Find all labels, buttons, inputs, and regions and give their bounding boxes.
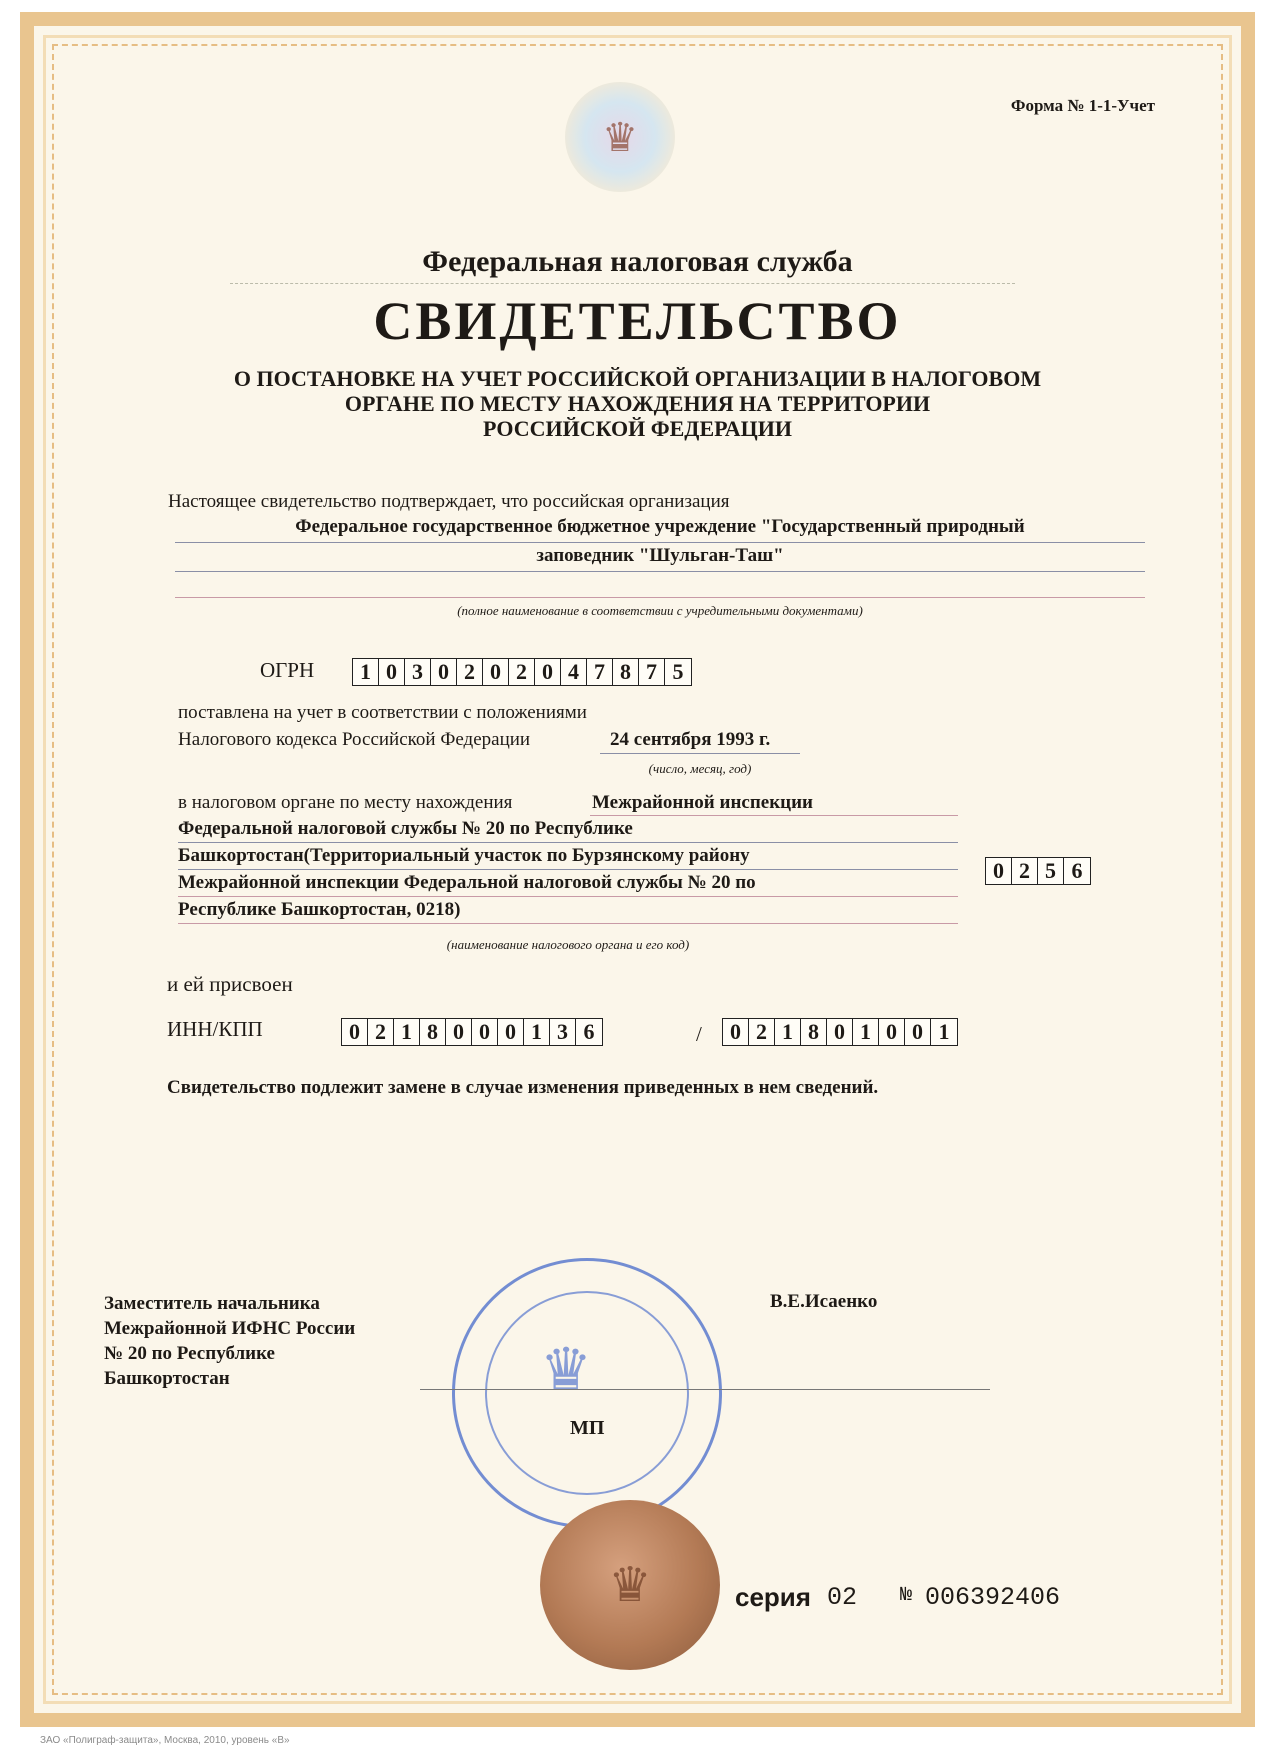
russian-eagle-icon: ♛ xyxy=(608,1559,652,1612)
code-digit: 0 xyxy=(986,858,1012,884)
ogrn-digit: 2 xyxy=(509,659,535,685)
ogrn-cells xyxy=(352,658,692,686)
ogrn-digit: 3 xyxy=(405,659,431,685)
kpp-digit: 8 xyxy=(801,1019,827,1045)
inn-digit: 0 xyxy=(342,1019,368,1045)
inn-digit: 8 xyxy=(420,1019,446,1045)
signature-line xyxy=(420,1389,990,1390)
signer-name: В.Е.Исаенко xyxy=(770,1291,878,1312)
code-digit: 6 xyxy=(1071,858,1083,883)
org-name-line: Федеральное государственное бюджетное учреждение "Государственный природный xyxy=(295,516,1025,537)
code-digit: 2 xyxy=(1012,858,1038,884)
tax-authority-rule xyxy=(590,815,958,816)
series-label: серия xyxy=(735,1582,811,1612)
subtitle-line: О ПОСТАНОВКЕ НА УЧЕТ РОССИЙСКОЙ ОРГАНИЗАЦИИ В НАЛОГОВОМ xyxy=(233,366,1042,391)
inn-digit: 0 xyxy=(446,1019,472,1045)
agency-divider xyxy=(230,283,1015,284)
kpp-cells xyxy=(722,1018,958,1046)
kpp-digit: 1 xyxy=(853,1019,879,1045)
agency-name: Федеральная налоговая служба xyxy=(422,245,853,278)
number-sign: № xyxy=(900,1584,913,1607)
intro-text: Настоящее свидетельство подтверждает, что российская организация xyxy=(168,491,730,512)
inn-digit: 3 xyxy=(550,1019,576,1045)
kpp-digit: 1 xyxy=(775,1019,801,1045)
ogrn-digit: 1 xyxy=(353,659,379,685)
ogrn-digit: 0 xyxy=(379,659,405,685)
ogrn-digit: 0 xyxy=(483,659,509,685)
ogrn-digit: 5 xyxy=(672,659,684,684)
tax-authority-lead: в налоговом органе по месту нахождения xyxy=(178,792,513,813)
ogrn-digit: 0 xyxy=(535,659,561,685)
tax-authority-rule xyxy=(178,896,958,897)
org-name-rule xyxy=(175,597,1145,598)
inn-digit: 6 xyxy=(583,1019,595,1044)
org-name-rule xyxy=(175,571,1145,572)
certificate-title: СВИДЕТЕЛЬСТВО xyxy=(373,291,902,351)
kpp-digit: 0 xyxy=(827,1019,853,1045)
ogrn-digit: 0 xyxy=(431,659,457,685)
signer-title xyxy=(104,1291,355,1391)
date-rule xyxy=(600,753,800,754)
russian-eagle-icon: ♛ xyxy=(540,1337,592,1402)
top-emblem xyxy=(565,82,675,192)
tax-authority-rule xyxy=(178,869,958,870)
inn-kpp-label: ИНН/КПП xyxy=(167,1017,263,1041)
tax-authority-rule xyxy=(178,842,958,843)
org-name-line: заповедник "Шульган-Таш" xyxy=(536,545,784,566)
org-name-rule xyxy=(175,542,1145,543)
ogrn-digit: 2 xyxy=(457,659,483,685)
stamp-label: МП xyxy=(570,1417,605,1439)
ogrn-digit: 7 xyxy=(587,659,613,685)
tax-authority-caption: (наименование налогового органа и его код) xyxy=(446,937,690,952)
inn-digit: 1 xyxy=(394,1019,420,1045)
tax-authority-rule xyxy=(178,923,958,924)
registration-date: 24 сентября 1993 г. xyxy=(610,729,771,750)
kpp-digit: 0 xyxy=(879,1019,905,1045)
tax-authority-line: Федеральной налоговой службы № 20 по Республике xyxy=(178,818,633,839)
series-value: 02 xyxy=(827,1583,858,1612)
date-caption: (число, месяц, год) xyxy=(648,761,752,776)
inn-cells xyxy=(341,1018,603,1046)
form-number: Форма № 1-1-Учет xyxy=(1010,96,1155,115)
signer-title-line: Межрайонной ИФНС России xyxy=(104,1318,356,1339)
signer-title-line: № 20 по Республике xyxy=(104,1343,275,1364)
registration-line: поставлена на учет в соответствии с положениями xyxy=(178,702,587,723)
kpp-digit: 1 xyxy=(938,1019,950,1044)
kpp-digit: 0 xyxy=(905,1019,931,1045)
inn-digit: 0 xyxy=(472,1019,498,1045)
tax-authority-code-cells xyxy=(985,857,1091,885)
org-name-caption: (полное наименование в соответствии с учредительными документами) xyxy=(457,603,863,618)
inn-kpp-separator: / xyxy=(696,1022,702,1046)
subtitle-line: РОССИЙСКОЙ ФЕДЕРАЦИИ xyxy=(483,416,792,441)
registration-line: Налогового кодекса Российской Федерации xyxy=(178,729,531,750)
ogrn-digit: 7 xyxy=(639,659,665,685)
certificate-subtitle xyxy=(180,366,1095,441)
tax-authority-line: Межрайонной инспекции xyxy=(592,792,813,813)
hologram-seal xyxy=(540,1500,720,1670)
ogrn-digit: 4 xyxy=(561,659,587,685)
inn-digit: 2 xyxy=(368,1019,394,1045)
inn-digit: 1 xyxy=(524,1019,550,1045)
tax-authority-line: Башкортостан(Территориальный участок по Бурзянскому району xyxy=(178,845,750,866)
ogrn-label: ОГРН xyxy=(260,658,315,682)
kpp-digit: 2 xyxy=(749,1019,775,1045)
kpp-digit: 0 xyxy=(723,1019,749,1045)
ogrn-digit: 8 xyxy=(613,659,639,685)
inn-digit: 0 xyxy=(498,1019,524,1045)
signer-title-line: Башкортостан xyxy=(104,1368,230,1389)
tax-authority-line: Межрайонной инспекции Федеральной налоговой службы № 20 по xyxy=(178,872,756,893)
certificate-number: 006392406 xyxy=(925,1583,1061,1612)
replacement-note: Свидетельство подлежит замене в случае изменения приведенных в нем сведений. xyxy=(167,1077,879,1098)
signer-title-line: Заместитель начальника xyxy=(104,1293,320,1314)
code-digit: 5 xyxy=(1038,858,1064,884)
subtitle-line: ОРГАНЕ ПО МЕСТУ НАХОЖДЕНИЯ НА ТЕРРИТОРИИ xyxy=(344,391,931,416)
assigned-text: и ей присвоен xyxy=(167,972,293,996)
printer-note: ЗАО «Полиграф-защита», Москва, 2010, уровень «В» xyxy=(40,1735,290,1746)
tax-authority-line: Республике Башкортостан, 0218) xyxy=(178,899,461,920)
russian-eagle-icon: ♛ xyxy=(602,114,638,160)
